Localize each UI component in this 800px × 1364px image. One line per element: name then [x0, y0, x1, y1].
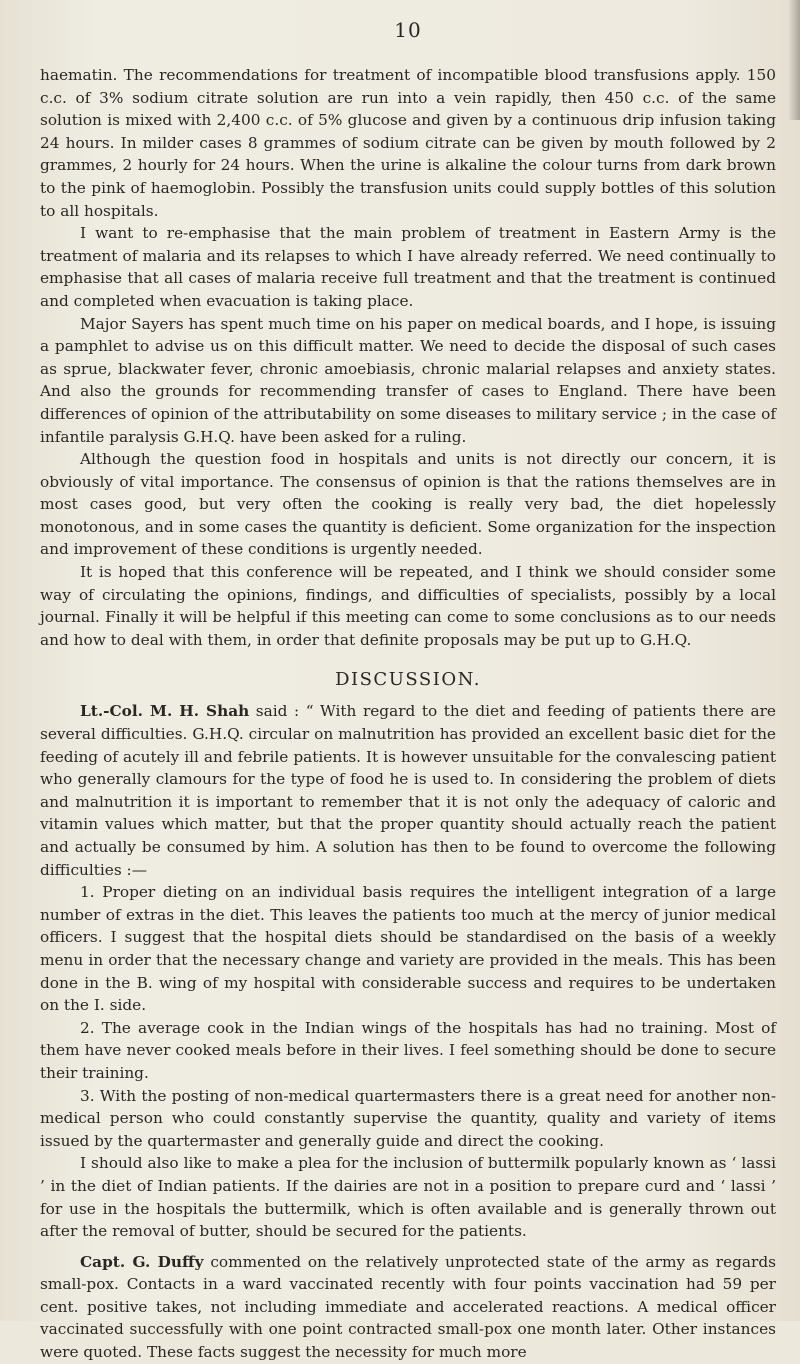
paragraph-conference: It is hoped that this conference will be repeated, and I think we should consider some way of circulating the opinions, findings, and difficulties of specialists, possibly by a local journal. Finally it will be helpful if this meeting can come to some conclusions as to our needs and how to deal with them, in order that definite proposals may be put up to G.H.Q. [40, 563, 776, 649]
speaker-shah: Lt.-Col. M. H. Shah [80, 702, 250, 721]
paragraph-haematin: haematin. The recommendations for treatment of incompatible blood transfusions apply. 150 c.c. of 3% sodium citrate solution are run into a vein rapidly, then 450 c.c. of the same solution is mixed with 2,400 c.c. of 5% glucose and given by a continuous drip infusion taking 24 hours. In milder cases 8 grammes of sodium citrate can be given by mouth followed by 2 grammes, 2 hourly for 24 hours. When the urine is alkaline the colour turns from dark brown to the pink of haemoglobin. Possibly the transfusion units could supply bottles of this solution to all hospitals. [40, 66, 776, 220]
point-2: 2. The average cook in the Indian wings of the hospitals has had no training. Most of them have never cooked meals before in their lives. I feel something should be done to secure their training. [40, 1018, 776, 1082]
discussion-heading: DISCUSSION. [335, 669, 481, 691]
paragraph-duffy [40, 1251, 776, 1364]
paragraph-hospital-food: Although the question food in hospitals and units is not directly our concern, it is obviously of vital importance. The consensus of opinion is that the rations themselves are in most cases good, but very often the cooking is really very bad, the diet hopelessly monotonous, and in some cases the quantity is deficient. Some organization for the inspection and improvement of these conditions is urgently needed. [40, 450, 776, 559]
point-1: 1. Proper dieting on an individual basis requires the intelligent integration of a large number of extras in the diet. This leaves the patients too much at the mercy of junior medical officers. I suggest that the hospital diets should be standardised on the basis of a weekly menu in order that the necessary change and variety are provided in the meals. This has been done in the B. wing of my hospital with considerable success and requires to be undertaken on the I. side. [40, 883, 776, 1015]
paragraph-gap [40, 1243, 776, 1251]
page-number: 10 [394, 18, 422, 42]
paragraph-lassi: I should also like to make a plea for the inclusion of buttermilk popularly known as ‘ lassi ’ in the diet of Indian patients. If the dairies are not in a position to prepare curd and ‘ lassi ’ for use in the hospitals the buttermilk, which is often available and is generally thrown out after the removal of butter, should be secured for the patients. [40, 1154, 776, 1241]
paragraph-medical-boards: Major Sayers has spent much time on his paper on medical boards, and I hope, is issuing a pamphlet to advise us on this difficult matter. We need to decide the disposal of such cases as sprue, blackwater fever, chronic amoebiasis, chronic malarial relapses and anxiety states. And also the grounds for recommending transfer of cases to England. There have been differences of opinion of the attributability on some diseases to military service ; in the case of infantile paralysis G.H.Q. have been asked for a ruling. [40, 314, 776, 446]
shah-text: said : “ With regard to the diet and feeding of patients there are several difficulties. G.H.Q. circular on malnutrition has provided an excellent basic diet for the feeding of acutely ill and febrile patients. It is however unsuitable for the convalescing patient who generally clamours for the type of food he is used to. In considering the problem of diets and malnutrition it is important to remember that it is not only the adequacy of caloric and vitamin values which matter, but that the proper quantity should actually reach the patient and actually be consumed by him. A solution has then to be found to overcome the following difficulties :— [40, 702, 776, 879]
point-3: 3. With the posting of non-medical quartermasters there is a great need for another non-medical person who could constantly supervise the quantity, quality and variety of items issued by the quartermaster and generally guide and direct the cooking. [40, 1086, 776, 1150]
paragraph-shah [40, 700, 776, 881]
speaker-duffy: Capt. G. Duffy [80, 1252, 204, 1271]
duffy-text: commented on the relatively unprotected state of the army as regards small-pox. Contacts in a ward vaccinated recently with four points vaccination had 59 per cent. positive takes, not including immediate and accelerated reactions. A medical officer vaccinated successfully with one point contracted small-pox one month later. Other instances were quoted. These facts suggest the necessity for much more [40, 1252, 776, 1362]
paragraph-malaria: I want to re-emphasise that the main problem of treatment in Eastern Army is the treatment of malaria and its relapses to which I have already referred. We need continually to emphasise that all cases of malaria receive full treatment and that the treatment is continued and completed when evacuation is taking place. [40, 224, 776, 310]
page-edge-shadow [788, 0, 800, 120]
